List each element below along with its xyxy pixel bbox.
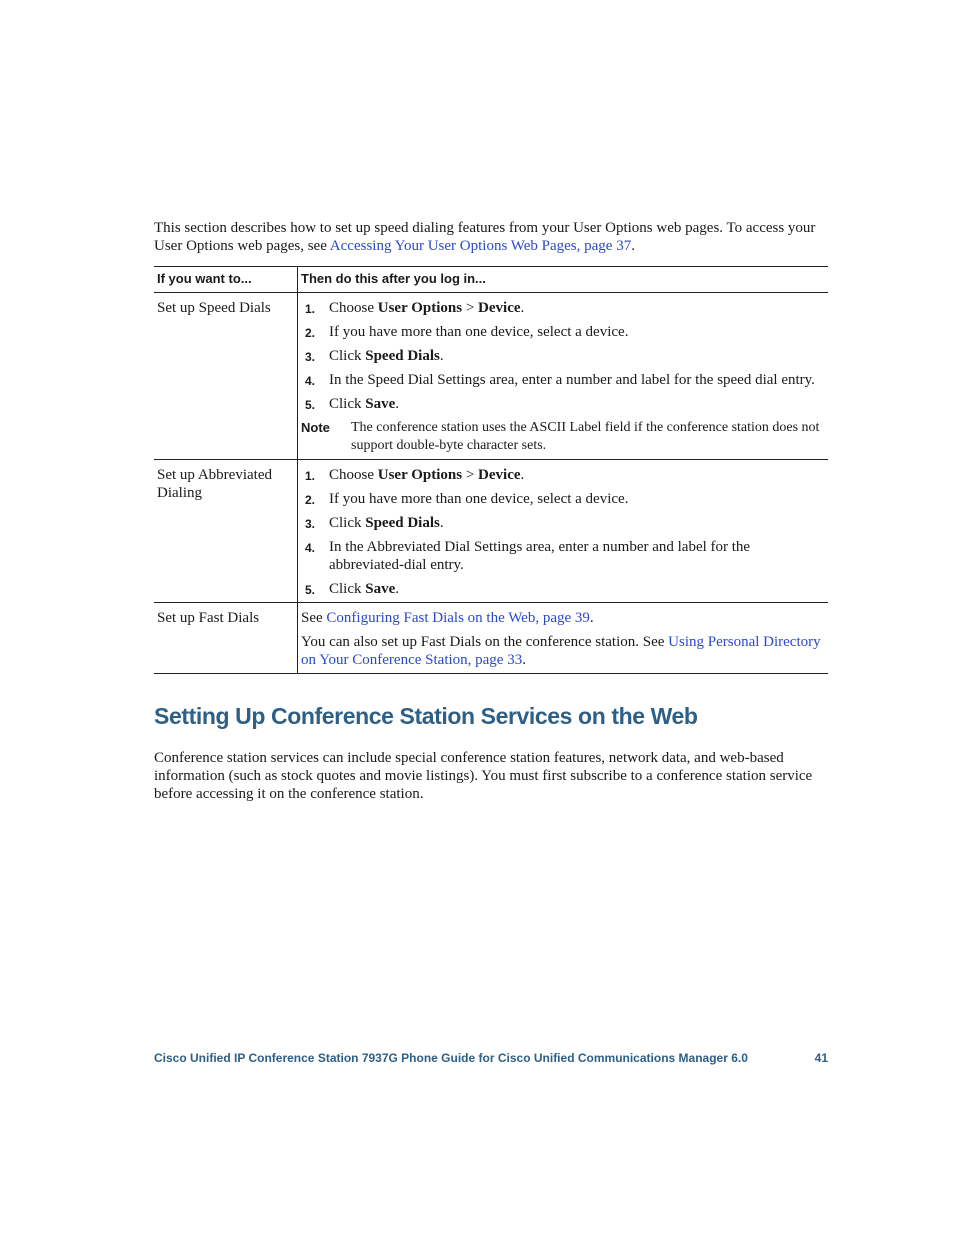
step-text: If you have more than one device, select a device. <box>329 491 629 507</box>
step-list <box>301 299 825 413</box>
ui-term: Device <box>478 300 521 316</box>
table-header-row <box>154 267 828 293</box>
section-body: Conference station services can include special conference station features, network data, and web-based information (such as stock quotes and movie listings). You must first subscribe to a conference station service before accessing it on the conference station. <box>154 750 813 802</box>
step-item <box>301 538 825 574</box>
ui-term: User Options <box>377 300 463 316</box>
step-text: Click <box>329 396 366 412</box>
note-text: The conference station uses the ASCII Label field if the conference station does not support double-byte character sets. <box>351 420 820 453</box>
fast-dials-para-2 <box>301 633 825 669</box>
page-footer <box>154 1051 828 1065</box>
step-text: . <box>439 515 444 531</box>
step-text: In the Abbreviated Dial Settings area, enter a number and label for the abbreviated-dial entry. <box>329 539 751 573</box>
note-block <box>301 419 825 455</box>
step-text: In the Speed Dial Settings area, enter a number and label for the speed dial entry. <box>329 372 815 388</box>
ui-term: Save <box>365 581 396 597</box>
ui-term: Speed Dials <box>365 348 440 364</box>
row-steps-speed-dials <box>298 293 829 460</box>
step-item <box>301 466 825 484</box>
intro-paragraph <box>154 219 834 255</box>
step-item <box>301 347 825 365</box>
speed-dial-table <box>154 266 828 674</box>
step-number: 1. <box>305 302 316 316</box>
row-content-fast-dials <box>298 603 829 674</box>
row-label-speed-dials: Set up Speed Dials <box>154 293 298 460</box>
row-label-fast-dials: Set up Fast Dials <box>154 603 298 674</box>
step-item <box>301 514 825 532</box>
para-text: You can also set up Fast Dials on the conference station. See <box>301 634 669 650</box>
section-heading: Setting Up Conference Station Services on the Web <box>154 703 698 729</box>
step-text: . <box>520 467 525 483</box>
header-then-do: Then do this after you log in... <box>298 267 829 293</box>
step-number: 4. <box>305 374 316 388</box>
step-number: 1. <box>305 469 316 483</box>
step-text: . <box>395 581 399 597</box>
step-number: 5. <box>305 583 316 597</box>
fast-dials-para-1 <box>301 609 825 627</box>
step-text: Choose <box>329 300 378 316</box>
step-text: . <box>520 300 525 316</box>
ui-term: Save <box>365 396 396 412</box>
ui-term: Speed Dials <box>365 515 440 531</box>
step-text: Choose <box>329 467 378 483</box>
step-text: Click <box>329 348 366 364</box>
intro-text: This section describes how to set up speed dialing features from your User Options web pages. To access your User Options web pages, see <box>154 220 816 254</box>
step-item <box>301 490 825 508</box>
step-item <box>301 395 825 413</box>
page-number: 41 <box>814 1051 828 1065</box>
step-number: 5. <box>305 398 316 412</box>
step-number: 3. <box>305 517 316 531</box>
table-row-speed-dials <box>154 293 828 460</box>
step-number: 3. <box>305 350 316 364</box>
step-item <box>301 371 825 389</box>
intro-link[interactable]: Accessing Your User Options Web Pages, page 37 <box>329 238 632 254</box>
step-text: . <box>395 396 399 412</box>
step-item <box>301 299 825 317</box>
configuring-fast-dials-link[interactable]: Configuring Fast Dials on the Web, page 39 <box>326 610 590 626</box>
para-text: See <box>301 610 327 626</box>
row-label-abbreviated-dialing: Set up Abbreviated Dialing <box>154 460 298 603</box>
step-text: Click <box>329 515 366 531</box>
step-text: > <box>462 467 479 483</box>
step-text: . <box>439 348 444 364</box>
step-text: If you have more than one device, select a device. <box>329 324 629 340</box>
table-row-fast-dials <box>154 603 828 674</box>
step-number: 2. <box>305 326 316 340</box>
personal-directory-link[interactable]: Using Personal Directory on Your Conference Station, page 33 <box>301 634 821 668</box>
step-item <box>301 323 825 341</box>
note-label: Note <box>301 420 330 435</box>
ui-term: Device <box>478 467 521 483</box>
header-if-you-want: If you want to... <box>154 267 298 293</box>
step-text: Click <box>329 581 366 597</box>
step-list <box>301 466 825 598</box>
step-number: 2. <box>305 493 316 507</box>
ui-term: User Options <box>377 467 463 483</box>
table-row-abbreviated-dialing <box>154 460 828 603</box>
step-number: 4. <box>305 541 316 555</box>
row-steps-abbreviated-dialing <box>298 460 829 603</box>
footer-title: Cisco Unified IP Conference Station 7937G Phone Guide for Cisco Unified Communications Manager 6.0 <box>154 1051 748 1065</box>
step-item <box>301 580 825 598</box>
para-text: . <box>589 610 594 626</box>
para-text: . <box>522 652 526 668</box>
step-text: > <box>462 300 479 316</box>
intro-end: . <box>631 238 635 254</box>
